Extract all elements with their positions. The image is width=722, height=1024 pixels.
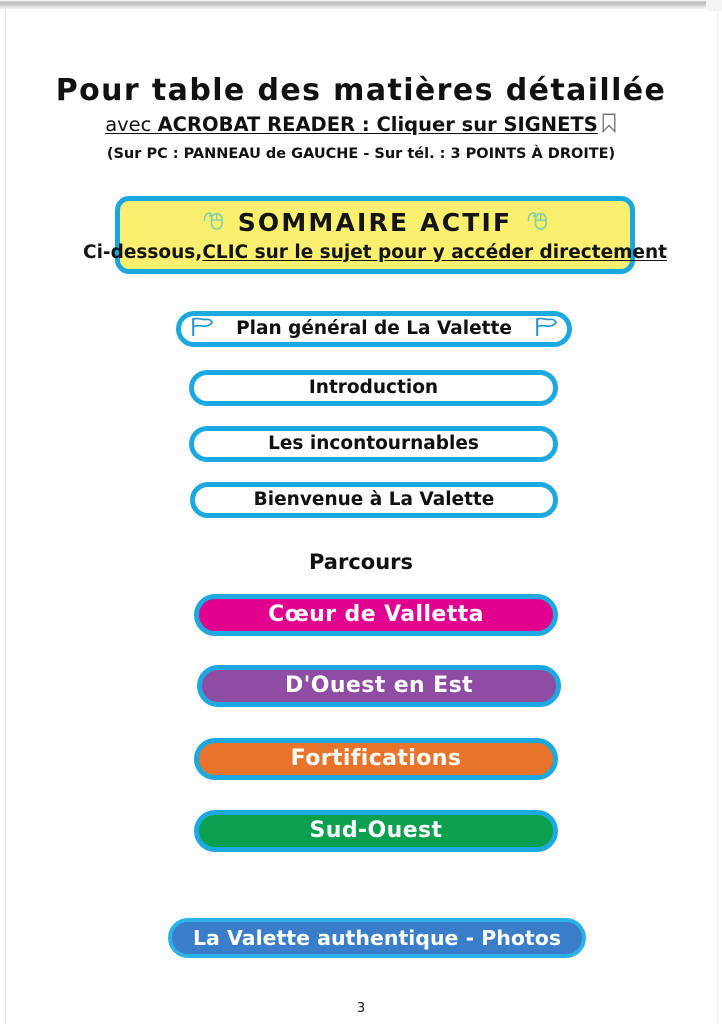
pdf-page-top-shadow	[0, 0, 722, 9]
mouse-icon	[200, 208, 226, 238]
link-label: Introduction	[308, 376, 439, 398]
link-label: La Valette authentique - Photos	[192, 925, 562, 950]
page-header	[0, 74, 722, 162]
parcours-fortifications[interactable]	[194, 738, 558, 780]
parcours-label: Fortifications	[290, 746, 462, 771]
link-plan-general[interactable]	[176, 311, 572, 347]
link-les-incontournables[interactable]	[189, 426, 558, 462]
parcours-label: D'Ouest en Est	[284, 673, 474, 698]
page-subtitle-strong: ACROBAT READER : Cliquer sur SIGNETS	[157, 112, 598, 136]
link-label: Les incontournables	[268, 432, 479, 454]
parcours-label: Sud-Ouest	[309, 818, 443, 843]
page-title: Pour table des matières détaillée	[55, 73, 667, 108]
bookmark-icon	[601, 113, 617, 138]
mouse-icon	[524, 208, 550, 238]
flag-icon	[190, 316, 214, 343]
flag-icon	[534, 316, 558, 343]
banner-title-row	[200, 208, 551, 238]
link-la-valette-authentique-photos[interactable]	[168, 918, 586, 958]
banner-subtitle-underlined: CLIC sur le sujet pour y accéder directement	[202, 241, 667, 263]
banner-subtitle-plain: Ci-dessous,	[83, 241, 203, 263]
banner-subtitle-row	[83, 241, 667, 263]
link-bienvenue-a-la-valette[interactable]	[190, 482, 558, 518]
page-note: (Sur PC : PANNEAU de GAUCHE - Sur tél. : 3 POINTS À DROITE)	[106, 146, 616, 163]
parcours-label: Cœur de Valletta	[268, 602, 484, 627]
page-subtitle	[0, 113, 722, 138]
section-label-parcours: Parcours	[308, 550, 414, 574]
sommaire-actif-banner	[83, 196, 667, 274]
link-label: Plan général de La Valette	[236, 317, 512, 339]
parcours-coeur-de-valletta[interactable]	[194, 594, 558, 636]
parcours-sud-ouest[interactable]	[194, 810, 558, 852]
banner-title: SOMMAIRE ACTIF	[237, 208, 513, 238]
page-subtitle-prefix: avec	[105, 112, 158, 136]
pdf-page-top-right-fade	[706, 0, 722, 11]
page-number: 3	[356, 1001, 366, 1016]
link-label: Bienvenue à La Valette	[253, 488, 495, 510]
parcours-d-ouest-en-est[interactable]	[197, 665, 561, 707]
link-introduction[interactable]	[189, 370, 558, 406]
